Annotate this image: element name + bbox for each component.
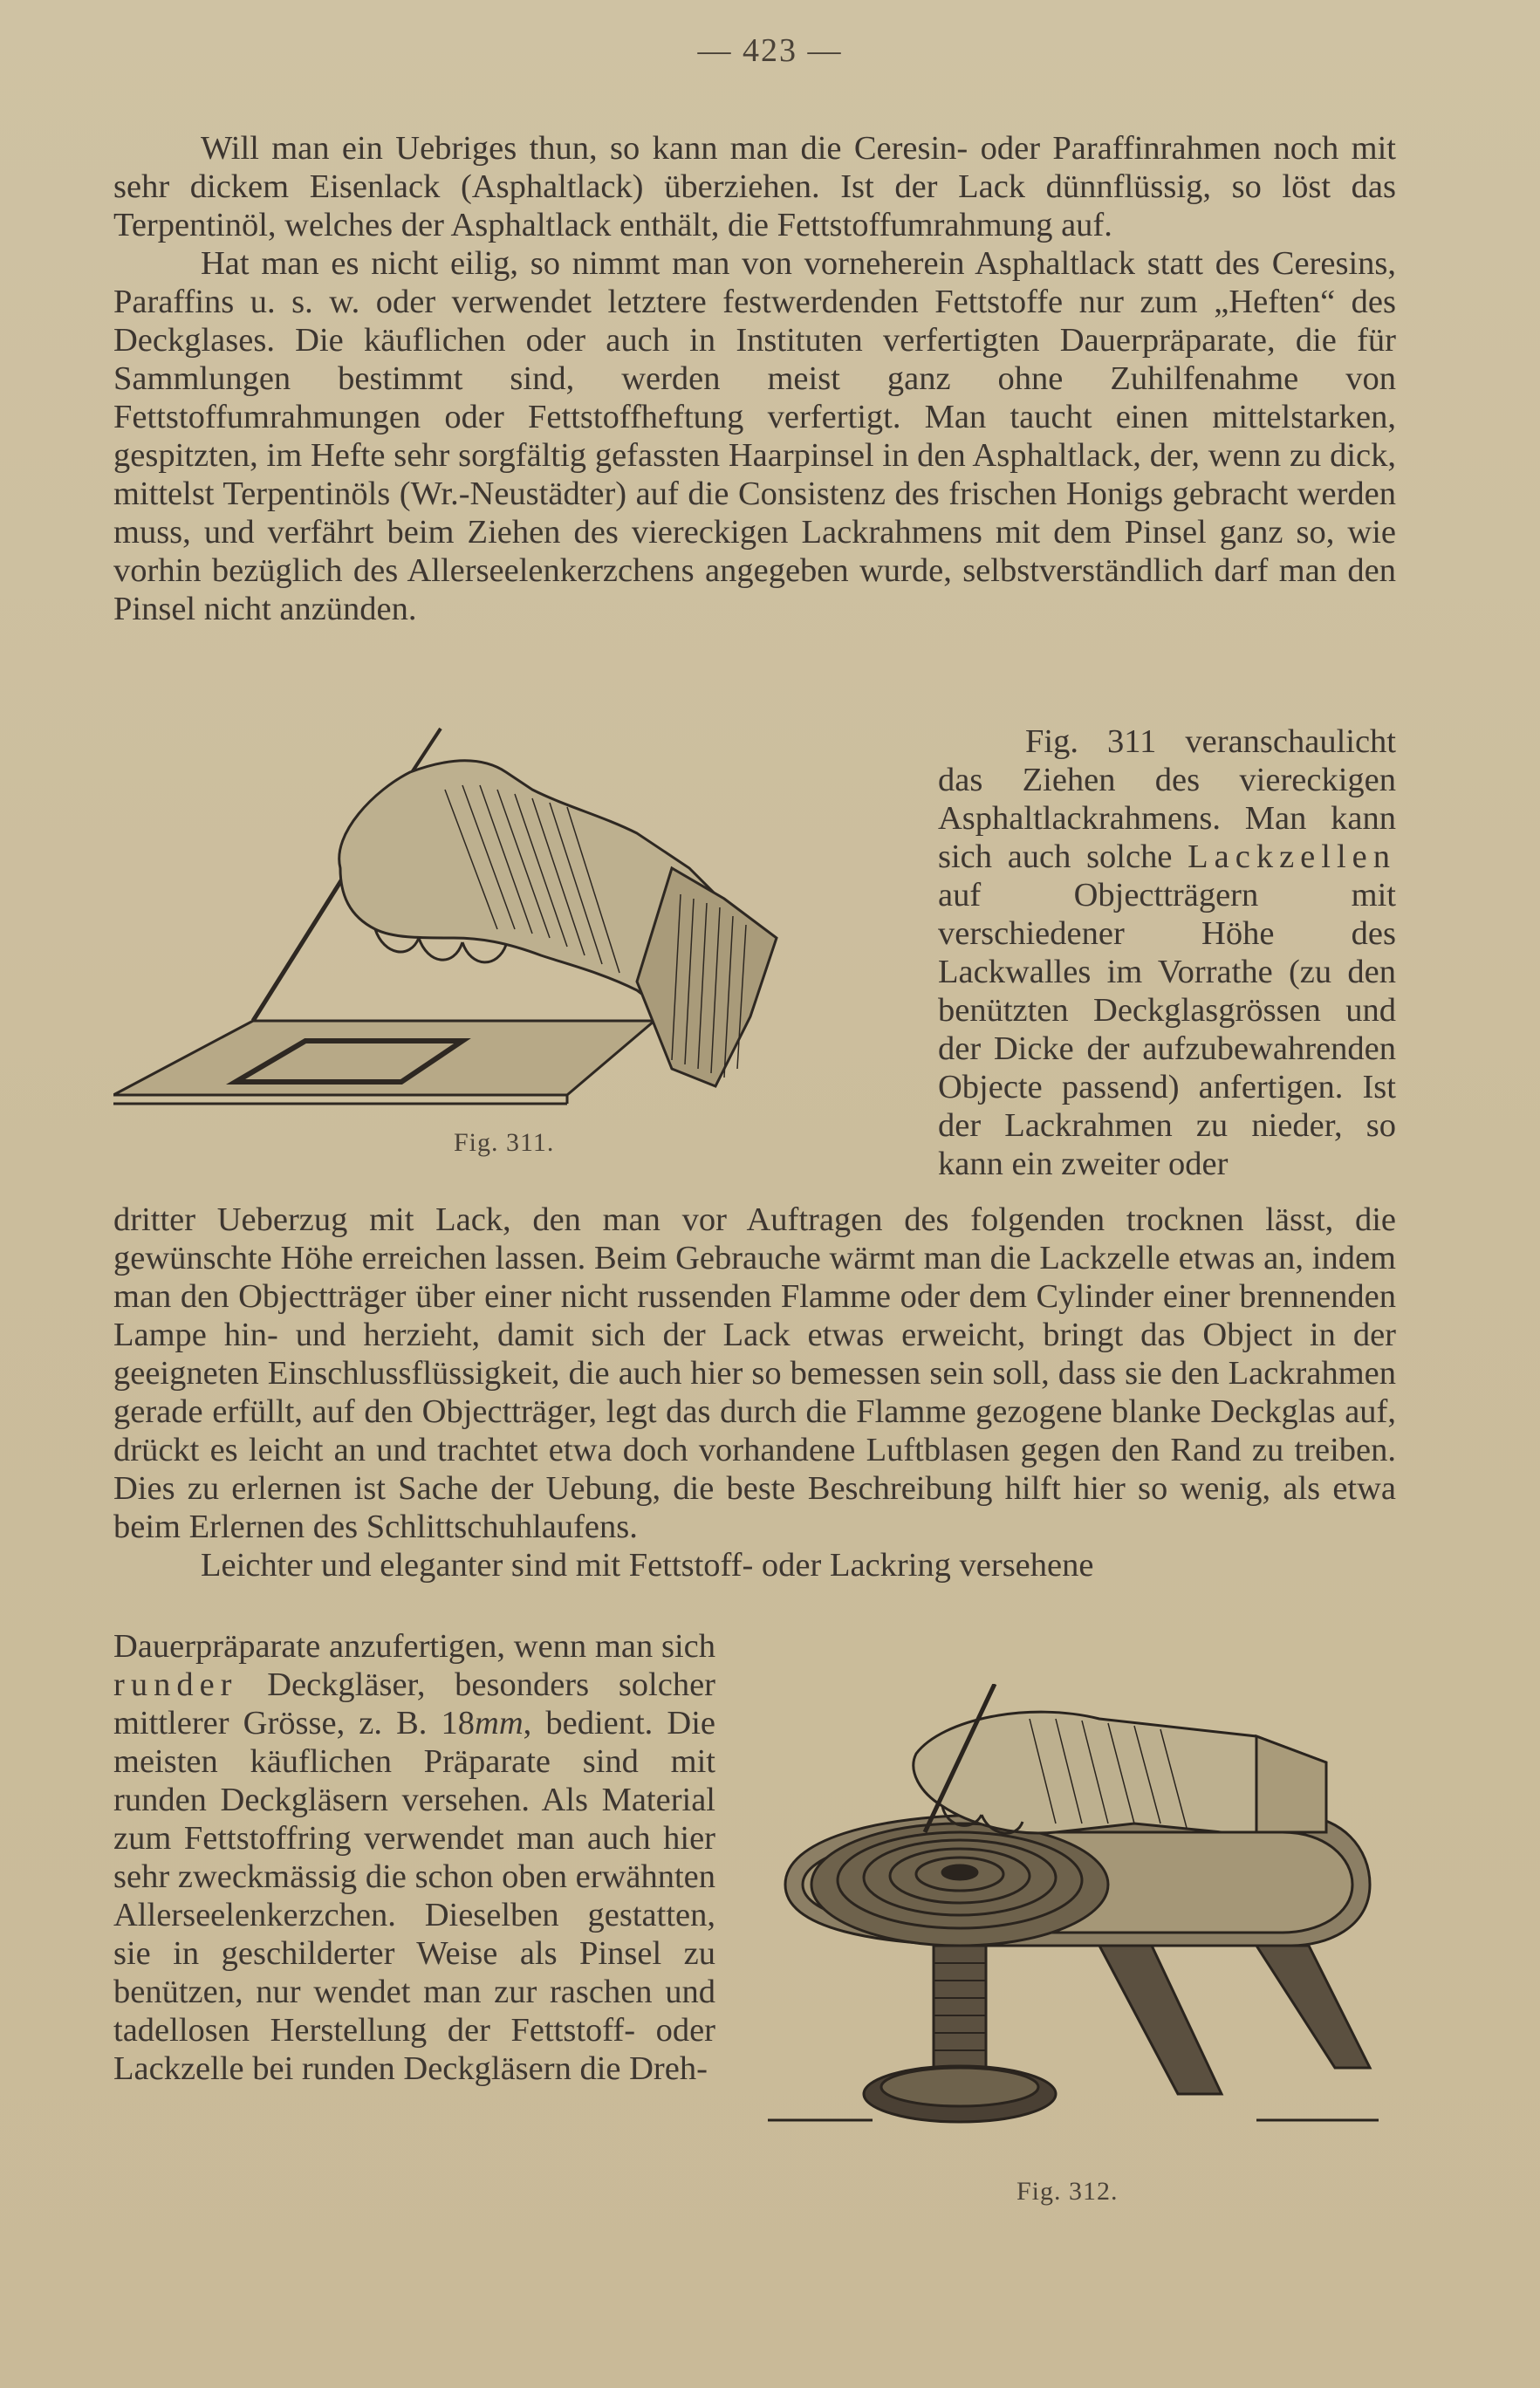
paragraph-3-part-1 [938, 722, 1396, 1183]
paragraph-2: Hat man es nicht eilig, so nimmt man von vorneherein Asphaltlack statt des Ceresins, Paraffins u. s. w. oder verwendet letztere festwerdenden Fettstoffe nur zum „Heften“ des Deckglases. Die käuflichen oder auch in Instituten verfertigten Dauerpräparate, die für Sammlungen bestimmt sind, werden meist ganz ohne Zuhilfenahme von Fettstoffumrahmungen oder Fettstoffheftung verfertigt. Man taucht einen mittelstarken, gespitzten, im Hefte sehr sorgfältig gefassten Haarpinsel in den Asphaltlack, der, wenn zu dick, mittelst Terpentinöls (Wr.-Neustädter) auf die Consistenz des frischen Honigs gebracht werden muss, und verfährt beim Ziehen des viereckigen Lackrahmens mit dem Pinsel ganz so, wie vorhin bezüglich des Allerseelenkerzchens angegeben wurde, selbstverständlich darf man den Pinsel nicht anzünden. [113, 245, 1396, 627]
text-block-middle [113, 1201, 1396, 1584]
paragraph-4-text-c: , bedient. Die meisten käuflichen Präparate sind mit runden Deckgläsern versehen. Als Material zum Fettstoffring verwendet man auch hier sehr zweckmässig die schon oben erwähnten Allerseelenkerzchen. Dieselben gestatten, sie in geschilderter Weise als Pinsel zu benützen, nur wendet man zur raschen und tadellosen Herstellung der Fettstoff- oder Lackzelle bei runden Deckgläsern die Dreh- [113, 1705, 715, 2087]
unit-mm: mm [475, 1705, 524, 1741]
paragraph-4-body [113, 1627, 715, 2088]
paragraph-4-text-a: Dauerpräparate anzufertigen, wenn man sich [113, 1628, 715, 1665]
text-block-top [113, 129, 1396, 628]
paragraph-4-text-b: Deckgläser, besonders solcher mittlerer Grösse, z. B. 18 [113, 1666, 715, 1741]
figure-312-illustration [768, 1684, 1379, 2172]
emphasized-term-lackzellen: Lackzellen [1188, 838, 1396, 875]
paragraph-3-text-a: Fig. 311 veranschaulicht das Ziehen des viereckigen Asphaltlackrahmens. Man kann sich auch solche [938, 723, 1396, 875]
paragraph-3-text-b: auf Objectträgern mit verschiedener Höhe des Lackwalles im Vorrathe (zu den benützten Deckglasgrössen und der Dicke der aufzubewahrenden Objecte passend) anfertigen. Ist der Lackrahmen zu nieder, so kann ein zweiter oder [938, 877, 1396, 1182]
text-block-bottom-left [113, 1627, 715, 2088]
emphasized-term-runder: runder [113, 1666, 238, 1703]
paragraph-4-lead: Leichter und eleganter sind mit Fettstoff- oder Lackring versehene [201, 1547, 1094, 1584]
paragraph-3-part-2: dritter Ueberzug mit Lack, den man vor Auftragen des folgenden trocknen lässt, die gewünschte Höhe erreichen lassen. Beim Gebrauche wärmt man die Lackzelle etwas an, indem man den Objectträger über einer nicht russenden Flamme oder dem Cylinder einer brennenden Lampe hin- und herzieht, damit sich der Lack etwas erweicht, bringt das Object in der geeigneten Einschlussflüssigkeit, die auch hier so bemessen sein soll, dass sie den Lackrahmen gerade erfüllt, auf den Objectträger, legt das durch die Flamme gezogene blanke Deckglas auf, drückt es leicht an und trachtet etwa doch vorhandene Luftblasen gegen den Rand zu treiben. Dies zu erlernen ist Sache der Uebung, die beste Beschreibung hilft hier so wenig, als etwa beim Erlernen des Schlittschuhlaufens. [113, 1201, 1396, 1545]
page-number: — 423 — [697, 32, 843, 69]
figure-311-illustration [113, 720, 925, 1130]
figure-312-caption: Fig. 312. [1016, 2177, 1119, 2206]
figure-311-caption: Fig. 311. [454, 1128, 555, 1157]
text-block-beside-figure [938, 722, 1396, 1183]
paragraph-1: Will man ein Uebriges thun, so kann man die Ceresin- oder Paraffinrahmen noch mit sehr dickem Eisenlack (Asphaltlack) überziehen. Ist der Lack dünnflüssig, so löst das Terpentinöl, welches der Asphaltlack enthält, die Fettstoffumrahmung auf. [113, 130, 1396, 243]
